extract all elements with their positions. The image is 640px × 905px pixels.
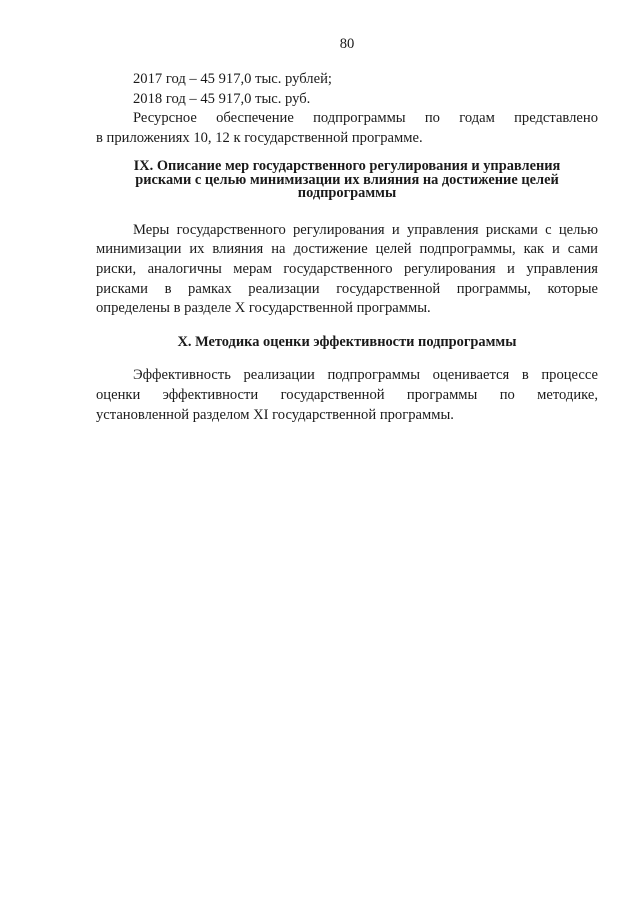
section-9-paragraph: [96, 221, 598, 319]
document-body: [96, 70, 598, 425]
heading-line: подпрограммы: [297, 185, 397, 202]
resources-paragraph-line: в приложениях 10, 12 к государственной программе.: [96, 129, 423, 146]
paragraph-line: Эффективность реализации подпрограммы оценивается в процессе: [133, 367, 598, 384]
funding-2017-line: 2017 год – 45 917,0 тыс. рублей;: [133, 71, 332, 87]
paragraph-line: рисками в рамках реализации государственной программы, которые: [96, 280, 598, 297]
paragraph-line: риски, аналогичны мерам государственного регулирования и управления: [96, 261, 598, 278]
paragraph-line: определены в разделе X государственной программы.: [96, 300, 431, 317]
paragraph-line: минимизации их влияния на достижение целей подпрограммы, как и сами: [96, 241, 598, 258]
paragraph-line: установленной разделом XI государственной программы.: [96, 406, 454, 423]
page-number: 80: [339, 36, 355, 52]
paragraph-line: оценки эффективности государственной программы по методике,: [96, 387, 598, 404]
paragraph-line: Меры государственного регулирования и управления рисками с целью: [133, 221, 598, 238]
resources-paragraph-line: Ресурсное обеспечение подпрограммы по годам представлено: [133, 110, 598, 127]
funding-2018-line: 2018 год – 45 917,0 тыс. руб.: [133, 90, 311, 107]
section-10-paragraph: [96, 366, 598, 425]
heading-line: IX. Описание мер государственного регулирования и управления: [133, 158, 561, 175]
heading-line: рисками с целью минимизации их влияния на достижение целей: [135, 171, 559, 188]
section-9-heading: [96, 160, 598, 201]
section-10-heading: X. Методика оценки эффективности подпрограммы: [177, 333, 517, 350]
